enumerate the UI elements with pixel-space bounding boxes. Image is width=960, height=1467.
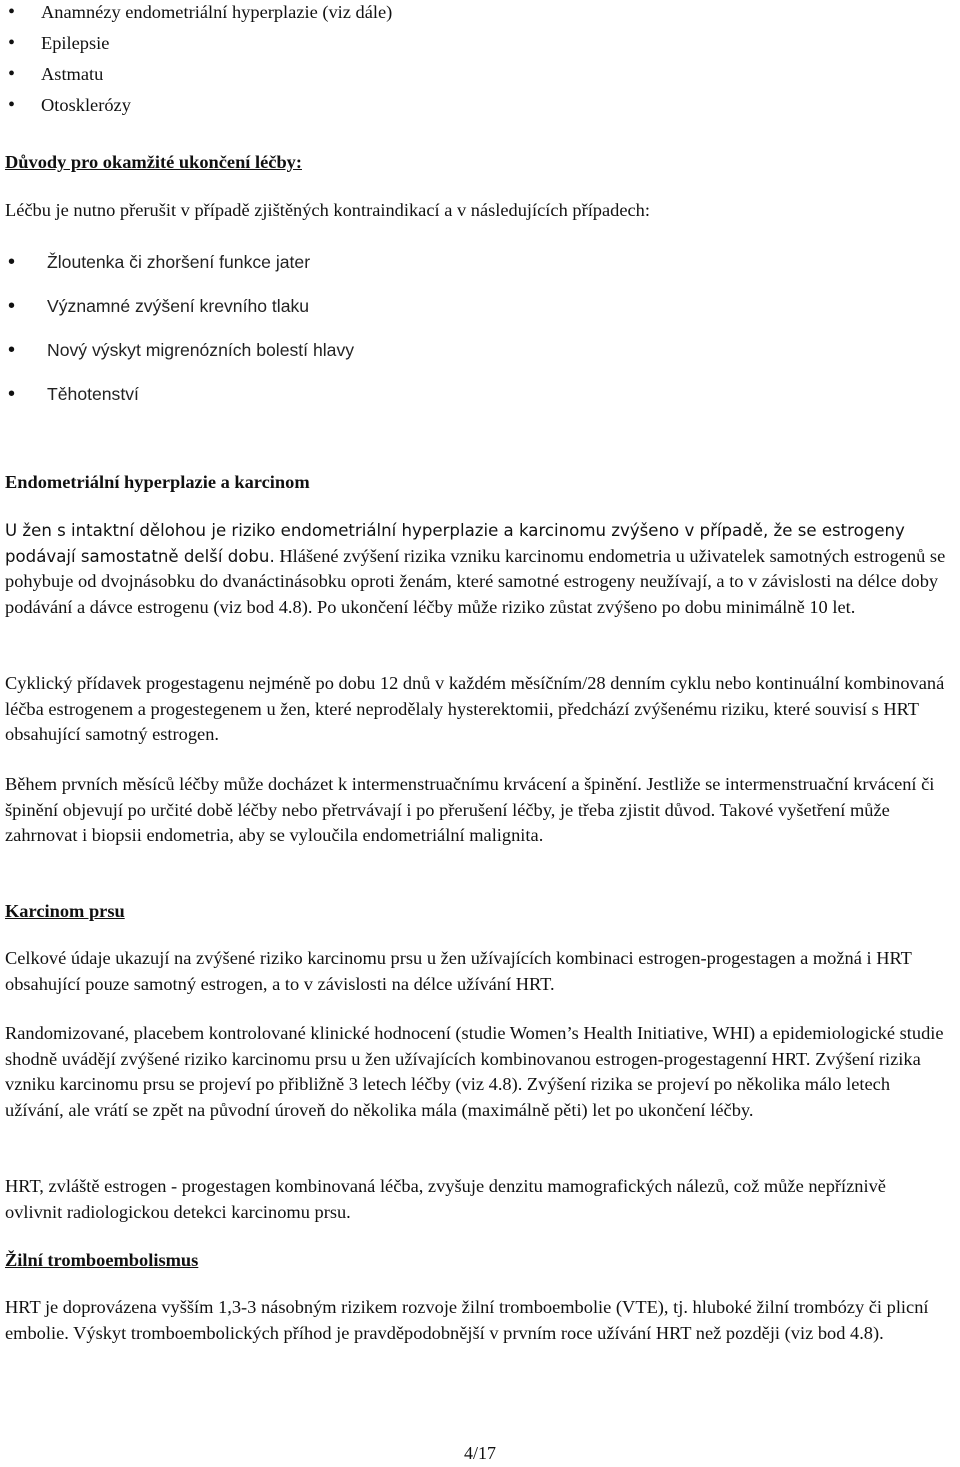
page-number: 4/17 bbox=[463, 1443, 496, 1463]
paragraph-stop-intro: Léčbu je nutno přerušit v případě zjištěných kontraindikací a v následujících případech: bbox=[5, 200, 650, 220]
paragraph-breast-density: HRT, zvláště estrogen - progestagen kombinovaná léčba, zvyšuje denzitu mamografických nálezů, což může nepříznivě ovlivnit radiologickou detekci karcinomu prsu. bbox=[5, 1176, 886, 1222]
section-heading-breast-cancer: Karcinom prsu bbox=[5, 901, 125, 921]
paragraph-breast-whi: Randomizované, placebem kontrolované klinické hodnocení (studie Women’s Health Initiative, WHI) a epidemiologické studie shodně uvádějí zvýšené riziko karcinomu prsu u žen užívajících kombinovanou estrogen-progestagenní HRT. Zvýšení rizika vzniku karcinomu prsu se projeví po přibližně 3 letech léčby (viz 4.8). Zvýšení rizika se projeví po několika málo letech užívání, ale vrátí se zpět na původní úroveň do několika mála (maximálně pěti) let po ukončení léčby. bbox=[5, 1023, 944, 1120]
list-contraindications-history bbox=[5, 0, 946, 124]
paragraph-vte: HRT je doprovázena vyšším 1,3-3 násobným rizikem rozvoje žilní tromboembolie (VTE), tj. hluboké žilní trombózy či plicní embolie. Výskyt tromboembolických příhod je pravděpodobnější v prvním roce užívání HRT než později (viz bod 4.8). bbox=[5, 1297, 929, 1343]
list-item: • Anamnézy endometriální hyperplazie (viz dále) bbox=[5, 0, 946, 31]
section-heading-stop-reasons: Důvody pro okamžité ukončení léčby: bbox=[5, 152, 302, 172]
paragraph-endometrial-risk bbox=[5, 518, 946, 620]
paragraph-progestagen: Cyklický přídavek progestagenu nejméně po dobu 12 dnů v každém měsíčním/28 denním cyklu nebo kontinuální kombinovaná léčba estrogenem a progestegenem u žen, které neprodělaly hysterektomii, předchází zvýšenému riziku, které souvisí s HRT obsahující samotný estrogen. bbox=[5, 673, 945, 744]
paragraph-endometrial-risk-lead: U žen s intaktní dělohou je riziko endometriální hyperplazie a karcinomu zvýšeno v případě, že se estrogeny podávají samostatně delší dobu. bbox=[5, 521, 905, 566]
list-item: • Nový výskyt migrenózních bolestí hlavy bbox=[5, 338, 946, 382]
list-item: • Epilepsie bbox=[5, 31, 946, 62]
list-item: • Těhotenství bbox=[5, 382, 946, 426]
section-heading-endometrial: Endometriální hyperplazie a karcinom bbox=[5, 472, 310, 492]
list-item: • Žloutenka či zhoršení funkce jater bbox=[5, 250, 946, 294]
section-heading-vte: Žilní tromboembolismus bbox=[5, 1250, 199, 1270]
list-item: • Astmatu bbox=[5, 62, 946, 93]
paragraph-bleeding: Během prvních měsíců léčby může docházet k intermenstruačnímu krvácení a špinění. Jestliže se intermenstruační krvácení či špinění objevují po určité době léčby nebo přetrvávají i po přerušení léčby, je třeba zjistit důvod. Takové vyšetření může zahrnovat i biopsii endometria, aby se vyloučila endometriální malignita. bbox=[5, 774, 935, 845]
paragraph-breast-overall: Celkové údaje ukazují na zvýšené riziko karcinomu prsu u žen užívajících kombinaci estrogen-progestagen a možná i HRT obsahující pouze samotný estrogen, a to v závislosti na délce užívání HRT. bbox=[5, 948, 912, 994]
list-item: • Otosklerózy bbox=[5, 93, 946, 124]
list-item: • Významné zvýšení krevního tlaku bbox=[5, 294, 946, 338]
list-stop-reasons bbox=[5, 250, 946, 426]
paragraph-endometrial-risk-rest: Hlášené zvýšení rizika vzniku karcinomu endometria u uživatelek samotných estrogenů se pohybuje od dvojnásobku do dvanáctinásobku oproti ženám, které samotné estrogeny neužívají, a to v závislosti na délce doby podávání a dávce estrogenu (viz bod 4.8). Po ukončení léčby může riziko zůstat zvýšeno po dobu minimálně 10 let. bbox=[5, 545, 946, 617]
